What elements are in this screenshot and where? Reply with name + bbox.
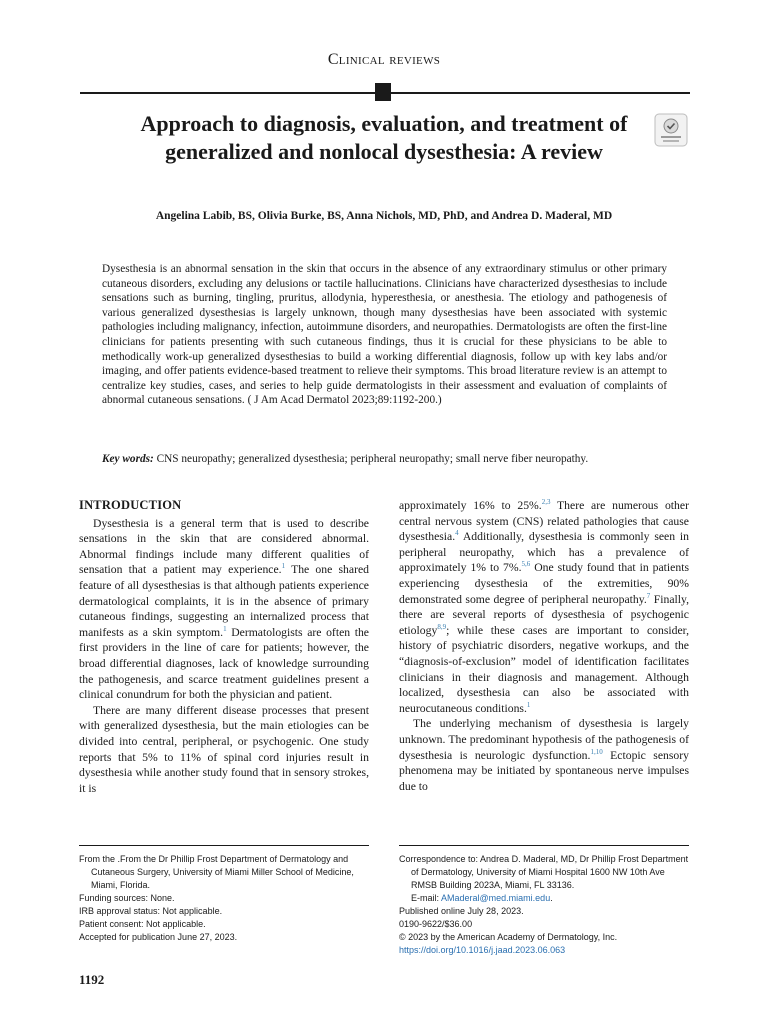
doi-link[interactable]: https://doi.org/10.1016/j.jaad.2023.06.063 xyxy=(399,945,566,955)
footnote-rule-left xyxy=(79,845,369,846)
intro-paragraph-2: There are many different disease processes that present with generalized dysesthesia, but the main etiologies can be divided into central, peripheral, or psychogenic. One study reports that 5% to 11% of spinal cord injuries result in dysesthesia while another study found that in sensory strokes, it is xyxy=(79,703,369,795)
keywords xyxy=(102,452,667,467)
section-heading-introduction: INTRODUCTION xyxy=(79,498,182,512)
funding-note: Funding sources: None. xyxy=(79,893,175,903)
consent-note: Patient consent: Not applicable. xyxy=(79,919,206,929)
body-column-left xyxy=(79,498,369,796)
keywords-list: CNS neuropathy; generalized dysesthesia; peripheral neuropathy; small nerve fiber neuropathy. xyxy=(156,453,589,465)
citation-link[interactable]: 1,10 xyxy=(590,747,603,756)
citation-link[interactable]: 5,6 xyxy=(521,560,531,569)
citation-link[interactable]: 8,9 xyxy=(437,622,447,631)
copyright-note: © 2023 by the American Academy of Dermatology, Inc. xyxy=(399,932,618,942)
footnote-rule-right xyxy=(399,845,689,846)
irb-note: IRB approval status: Not applicable. xyxy=(79,906,223,916)
header-rule-marker xyxy=(375,83,391,101)
accepted-note: Accepted for publication June 27, 2023. xyxy=(79,932,238,942)
citation-link[interactable]: 7 xyxy=(646,591,651,600)
check-for-updates-badge[interactable] xyxy=(654,113,688,147)
footnotes-right xyxy=(399,853,691,957)
keywords-label: Key words: xyxy=(102,453,154,465)
citation-link[interactable]: 2,3 xyxy=(541,498,551,507)
abstract: Dysesthesia is an abnormal sensation in the skin that occurs in the absence of any extraordinary stimulus or other primary cutaneous disorders, excluding any delusions or tactile hallucinations. Clinicians have characterized dysesthesias to include sensations such as burning, tingling, pruritus, allodynia, hyperesthesia, or anesthesia. The etiology and pathogenesis of various generalized dysesthesias is largely unknown, though many dysesthesias have been associated with systemic pathologies including malignancy, infection, autoimmune disorders, and neuropathies. Dermatologists are often the first-line clinicians for patients presenting with such cutaneous findings, thus it is crucial for these physicians to be able to methodically work-up generalized dysesthesias to build a working differential diagnosis, follow up with key labs and/or imaging, and offer patients evidence-based treatment to relieve their symptoms. This broad literature review is an attempt to centralize key studies, cases, and series to help guide dermatologists in their assessment and evaluation of complaints of abnormal cutaneous sensations. ( J Am Acad Dermatol 2023;89:1192-200.) xyxy=(102,263,667,407)
citation-link[interactable]: 1 xyxy=(281,562,286,571)
page-number: 1192 xyxy=(79,972,105,987)
intro-paragraph-2-continued: approximately 16% to 25%.$^{2,3}$ There are numerous other central nervous system (CNS) related pathologies that cause dysesthesia.$^4$ Additionally, dysesthesia is commonly seen in peripheral neuropathy, which has a prevalence of approximately 1% to 7%.$^{5,6}$ One study found that in patients experiencing dysesthesia of the extremities, 90% demonstrated some degree of peripheral neuropathy.$^7$ Finally, there are several reports of dysesthesia of psychogenic etiology$^{8,9}$; while these cases are important to consider, history of psychiatric disorders, negative workups, and the “diagnosis-of-exclusion” model of identification facilitates clinicians in their diagnosis and management. Although localized, dysesthesia can also be associated with neurocutaneous conditions.$^1$ xyxy=(399,498,690,715)
email-link[interactable]: AMaderal@med.miami.edu xyxy=(441,893,551,903)
check-for-updates-icon xyxy=(654,113,688,147)
intro-paragraph-3: The underlying mechanism of dysesthesia is largely unknown. The predominant hypothesis of the pathogenesis of dysesthesia is neurologic dysfunction.$^{1,10}$ Ectopic sensory phenomena may be initiated by spontaneous nerve impulses due to xyxy=(399,717,689,793)
author-list: Angelina Labib, BS, Olivia Burke, BS, Anna Nichols, MD, PhD, and Andrea D. Maderal, MD xyxy=(155,210,613,222)
citation-link[interactable]: 4 xyxy=(455,529,459,538)
footnotes-left xyxy=(79,853,371,944)
section-title: Clinical reviews xyxy=(327,51,441,68)
body-column-right xyxy=(399,498,689,794)
intro-paragraph-1: Dysesthesia is a general term that is used to describe sensations in the skin that are considered abnormal. Abnormal findings include many different qualities of sensation that a patient may experience.$^1$ The one shared feature of all dysesthesias is that although patients experience dermatological complaints, it is in the absence of primary cutaneous findings, suggesting an internalized process that manifests as a skin symptom.$^1$ Dermatologists are often the first providers in the line of care for patients; however, the broad differential diagnoses, lack of knowledge surrounding the pathogenesis, and scarce treatment guidelines present a clinical conundrum for both the physician and patient. xyxy=(79,516,369,702)
issn-note: 0190-9622/$36.00 xyxy=(399,919,473,929)
correspondence-note: Correspondence to: Andrea D. Maderal, MD, Dr Phillip Frost Department of Dermatology, University of Miami Hospital 1600 NW 10th Ave RMSB Building 2023A, Miami, FL 33136. E-mail: AMaderal@med.miami.edu. xyxy=(399,854,689,903)
citation-link[interactable]: 1 xyxy=(223,624,227,633)
affiliation-note: From the .From the Dr Phillip Frost Department of Dermatology and Cutaneous Surgery, University of Miami Miller School of Medicine, Miami, Florida. xyxy=(79,854,354,890)
published-note: Published online July 28, 2023. xyxy=(399,906,524,916)
citation-link[interactable]: 1 xyxy=(526,700,531,709)
article-title: Approach to diagnosis, evaluation, and treatment of generalized and nonlocal dysesthesia: A review xyxy=(140,111,628,164)
